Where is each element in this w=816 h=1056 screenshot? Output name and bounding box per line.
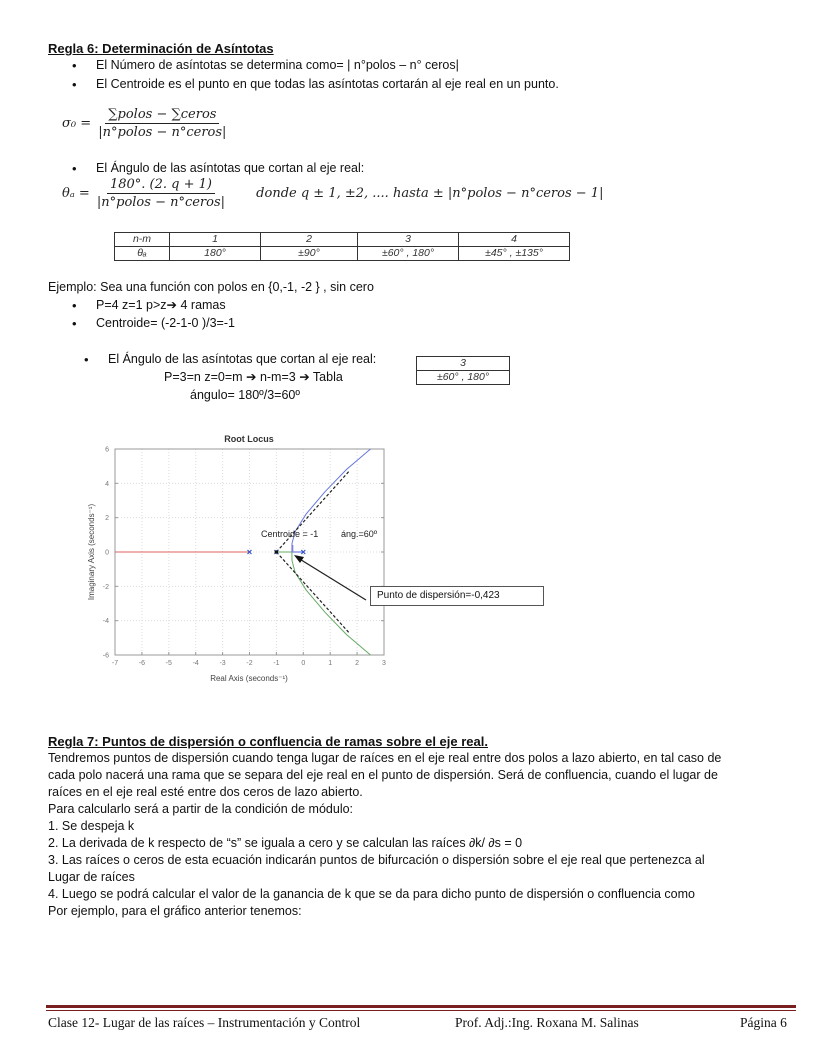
series-branch-lower [292,552,371,655]
angle-formula-denominator: |n°polos − n°ceros| [96,195,226,210]
centroid-formula-lhs: σ₀ = [62,116,92,131]
rule7-title: Regla 7: Puntos de dispersión o confluencia de ramas sobre el eje real. [48,734,488,749]
centroid-formula-denominator: |n°polos − n°ceros| [98,125,227,140]
y-tick-label: 0 [105,549,109,557]
x-tick-label: -3 [219,660,226,667]
table-header-angle: θₐ [115,247,170,261]
breakaway-arrow-head [294,555,304,563]
example-angle-line1: P=3=n z=0=m ➔ n-m=3 ➔ Tabla [164,370,343,384]
y-tick-label: 2 [105,515,109,523]
chart-markers [248,545,306,554]
y-axis-ticks [103,447,384,660]
table-cell: ±60° , 180° [358,247,459,261]
centroid-label: Centroide = -1 [261,529,319,539]
centroid-formula-numerator: ∑polos − ∑ceros [105,106,219,124]
rule7-step-3: 3. Las raíces o ceros de esta ecuación indicarán puntos de bifurcación o dispersión sobre el eje real que pertenezca al [48,853,705,867]
rule7-step-4: 4. Luego se podrá calcular el valor de la ganancia de k que se da para dicho punto de dispersión o confluencia como [48,887,695,901]
table-cell: 180° [170,247,261,261]
rule7-line: Lugar de raíces [48,870,135,884]
x-tick-label: -4 [192,660,199,667]
table-cell: 2 [261,233,358,247]
x-tick-label: -7 [111,660,119,667]
example-bullet-branches: • P=4 z=1 p>z➔ 4 ramas [96,297,226,314]
breakaway-annotation: Punto de dispersión=-0,423 [370,586,544,606]
x-tick-label: 2 [355,660,360,667]
x-tick-label: 0 [301,660,306,667]
rule7-line: Tendremos puntos de dispersión cuando tenga lugar de raíces en el eje real entre dos polos a lazo abierto, en tal caso de [48,751,722,765]
chart-series [115,449,371,655]
x-tick-label: -5 [165,660,172,667]
chart-title: Root Locus [224,434,274,444]
rule7-line: raíces en el eje real esté entre dos ceros de lazo abierto. [48,785,363,799]
angle-label: áng.=60º [341,529,378,539]
x-tick-label: -6 [138,660,146,667]
example-bullet-centroid: • Centroide= (-2-1-0 )/3=-1 [96,315,235,332]
x-axis-ticks [112,652,386,667]
x-tick-label: 1 [328,660,333,667]
rule7-step-1: 1. Se despeja k [48,819,135,833]
centroid-marker [275,550,279,554]
x-tick-label: -2 [246,660,253,667]
breakaway-arrow [298,558,366,600]
rule6-bullet-centroid: • El Centroide es el punto en que todas las asíntotas cortarán al eje real en un punto. [96,76,559,93]
footer-page-number: Página 6 [740,1015,787,1030]
example-bullet-angle: • El Ángulo de las asíntotas que cortan al eje real: [108,351,376,368]
rule7-line: Para calcularlo será a partir de la condición de módulo: [48,802,354,816]
y-tick-label: -4 [102,618,109,626]
x-tick-label: -1 [273,660,280,667]
y-axis-label: Imaginary Axis (seconds⁻¹) [87,503,96,601]
table-cell: 3 [358,233,459,247]
y-tick-label: -2 [102,583,109,591]
rule7-line: cada polo nacerá una rama que se separa del eje real en el punto de dispersión. Será de confluencia, cuando el lugar de [48,768,718,782]
rule7-body [48,750,721,920]
footer-professor: Prof. Adj.:Ing. Roxana M. Salinas [455,1015,639,1030]
table-cell: 4 [459,233,570,247]
footer-rule-thin [46,1010,796,1011]
angle-formula-numerator: 180°. (2. q + 1) [107,176,215,194]
rule7-line: Por ejemplo, para el gráfico anterior tenemos: [48,904,302,918]
y-tick-label: 6 [105,446,109,454]
rule6-title: Regla 6: Determinación de Asíntotas [48,41,274,56]
x-tick-label: 3 [382,660,386,667]
footer-course: Clase 12- Lugar de las raíces – Instrumentación y Control [48,1015,361,1030]
table-cell: 3 [417,357,510,371]
footer-rule-thick [46,1005,796,1008]
example-angle-line2: ángulo= 180º/3=60º [190,388,300,402]
table-cell: 1 [170,233,261,247]
series-asymptote-lower [276,552,349,633]
example-intro: Ejemplo: Sea una función con polos en {0,-1, -2 } , sin cero [48,280,374,294]
y-tick-label: -6 [102,652,109,660]
x-axis-label: Real Axis (seconds⁻¹) [210,674,288,683]
table-cell: ±60° , 180° [417,371,510,385]
y-tick-label: 4 [105,480,109,488]
table-cell: ±90° [261,247,358,261]
rule6-bullet-asymptote-count: • El Número de asíntotas se determina como= | n°polos – n° ceros| [96,57,459,74]
rule7-step-2: 2. La derivada de k respecto de “s” se iguala a cero y se calculan las raíces ∂k/ ∂s = 0 [48,836,523,850]
table-cell: ±45° , ±135° [459,247,570,261]
series-asymptote-upper [276,471,349,552]
angle-formula-condition: donde q ± 1, ±2, .... hasta ± |n°polos − n°ceros − 1| [256,186,604,201]
angle-formula-lhs: θₐ = [62,186,90,201]
rule6-bullet-angle: • El Ángulo de las asíntotas que cortan al eje real: [96,160,364,177]
table-header-nm: n-m [115,233,170,247]
